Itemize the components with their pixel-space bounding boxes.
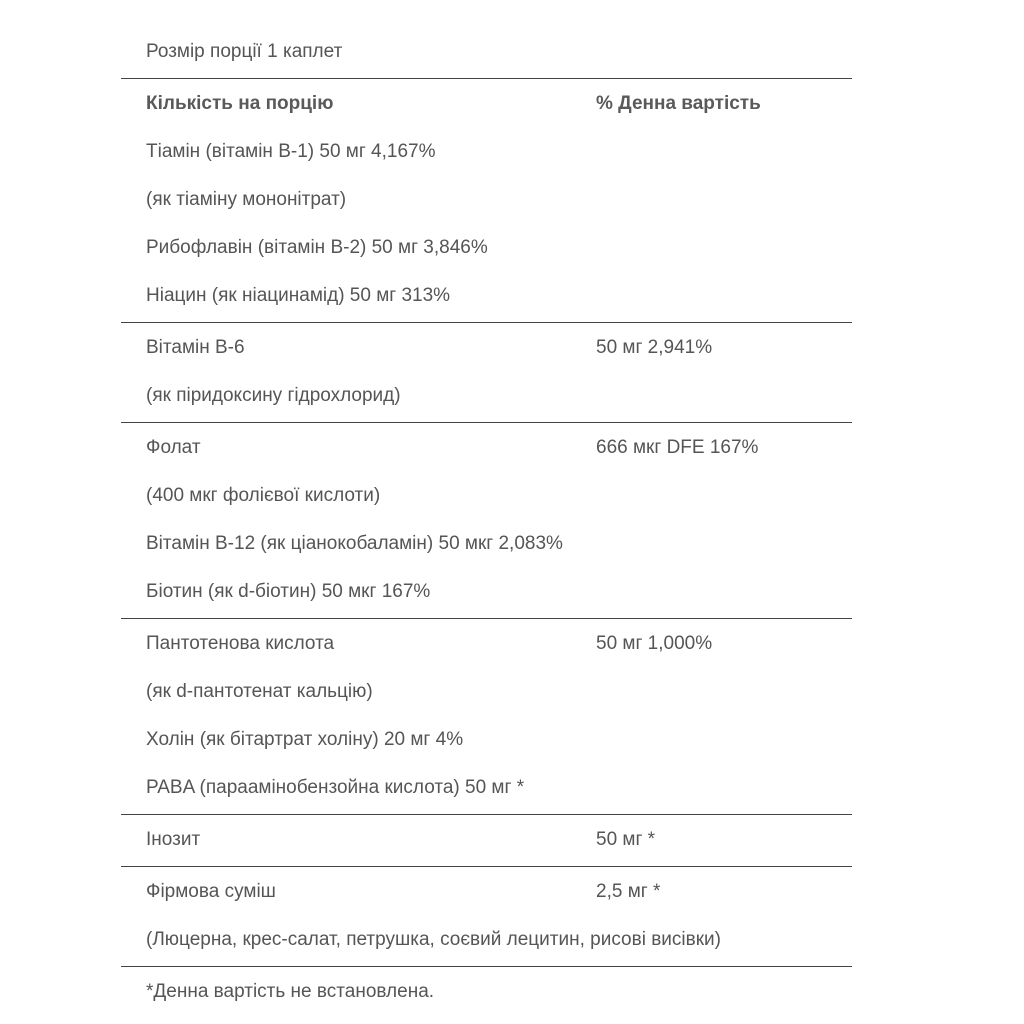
serving-size: Розмір порції 1 каплет [146,41,343,62]
nutrient-amount: 50 мг 1,000% [596,633,713,654]
table-row [121,520,852,568]
footnote: *Денна вартість не встановлена. [146,981,435,1002]
nutrient-name: Фолат [146,437,201,458]
nutrient-name: Вітамін B-6 [146,337,245,358]
table-row [121,764,852,812]
nutrient-name: (Люцерна, крес-салат, петрушка, соєвий лецитин, рисові висівки) [146,929,721,950]
nutrient-name: Ніацин (як ніацинамід) 50 мг 313% [146,285,451,306]
table-row [121,472,852,520]
table-row [121,272,852,320]
nutrient-amount: 2,5 мг * [596,881,661,902]
nutrient-name: (як d-пантотенат кальцію) [146,681,373,702]
serving-size-row [121,28,852,76]
table-row [121,372,852,420]
table-row [121,816,852,864]
nutrient-name: Біотин (як d-біотин) 50 мкг 167% [146,581,431,602]
nutrient-name: Пантотенова кислота [146,633,335,654]
table-row [121,868,852,916]
nutrient-name: (як тіаміну мононітрат) [146,189,347,210]
supplement-facts-table [121,28,852,1016]
nutrient-name: PABA (параамінобензойна кислота) 50 мг * [146,777,525,798]
table-row [121,620,852,668]
table-row [121,224,852,272]
daily-value-header: % Денна вартість [596,93,761,114]
table-row [121,716,852,764]
table-row [121,668,852,716]
nutrient-name: (як піридоксину гідрохлорид) [146,385,401,406]
divider [121,78,852,79]
divider [121,422,852,423]
nutrient-name: Фірмова суміш [146,881,276,902]
footnote-row [121,968,852,1016]
divider [121,966,852,967]
nutrient-name: (400 мкг фолієвої кислоти) [146,485,381,506]
divider [121,866,852,867]
nutrient-amount: 50 мг * [596,829,656,850]
nutrient-amount: 50 мг 2,941% [596,337,713,358]
table-row [121,324,852,372]
nutrient-name: Рибофлавін (вітамін B-2) 50 мг 3,846% [146,237,488,258]
table-row [121,916,852,964]
table-header-row [121,80,852,128]
divider [121,618,852,619]
nutrient-name: Інозит [146,829,201,850]
divider [121,814,852,815]
nutrient-name: Холін (як бітартрат холіну) 20 мг 4% [146,729,464,750]
table-row [121,176,852,224]
table-row [121,568,852,616]
nutrient-name: Вітамін B-12 (як ціанокобаламін) 50 мкг 2,083% [146,533,563,554]
amount-per-serving-header: Кількість на порцію [146,93,334,114]
nutrient-name: Тіамін (вітамін B-1) 50 мг 4,167% [146,141,436,162]
table-row [121,424,852,472]
table-row [121,128,852,176]
divider [121,322,852,323]
nutrient-amount: 666 мкг DFE 167% [596,437,759,458]
